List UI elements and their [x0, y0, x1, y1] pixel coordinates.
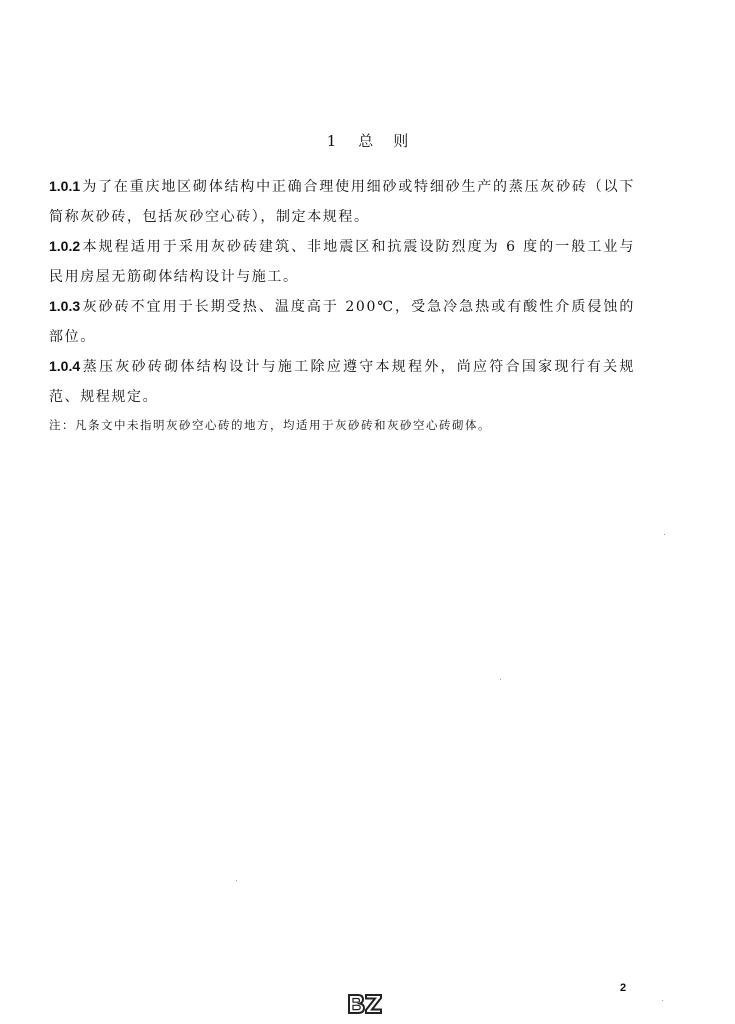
body-text — [49, 172, 635, 438]
scan-speck — [664, 534, 665, 535]
clause-1-0-3 — [49, 292, 635, 352]
section-title-part2: 则 — [393, 132, 409, 150]
scan-speck — [500, 679, 501, 680]
page-number: 2 — [620, 982, 627, 994]
bz-logo — [347, 993, 383, 1015]
clause-number: 1.0.1 — [49, 178, 81, 194]
clause-text: 为了在重庆地区砌体结构中正确合理使用细砂或特细砂生产的蒸压灰砂砖（以下简称灰砂砖，包括灰砂空心砖），制定本规程。 — [49, 179, 635, 225]
clause-1-0-2 — [49, 232, 635, 292]
clause-number: 1.0.2 — [49, 238, 81, 254]
clause-text: 灰砂砖不宜用于长期受热、温度高于 200℃，受急冷急热或有酸性介质侵蚀的部位。 — [49, 299, 635, 345]
section-number: 1 — [326, 132, 337, 150]
section-heading — [0, 130, 735, 151]
scan-speck — [236, 880, 237, 881]
clause-text: 蒸压灰砂砖砌体结构设计与施工除应遵守本规程外，尚应符合国家现行有关规范、规程规定。 — [49, 359, 635, 405]
clause-text: 本规程适用于采用灰砂砖建筑、非地震区和抗震设防烈度为 6 度的一般工业与民用房屋无筋砌体结构设计与施工。 — [49, 239, 635, 285]
scan-speck — [662, 1000, 663, 1001]
clause-1-0-1 — [49, 172, 635, 232]
clause-number: 1.0.3 — [49, 298, 81, 314]
clause-1-0-4 — [49, 352, 635, 412]
clause-number: 1.0.4 — [49, 358, 81, 374]
note-text: 注：凡条文中未指明灰砂空心砖的地方，均适用于灰砂砖和灰砂空心砖砌体。 — [49, 418, 491, 432]
section-title-part1: 总 — [358, 132, 374, 150]
